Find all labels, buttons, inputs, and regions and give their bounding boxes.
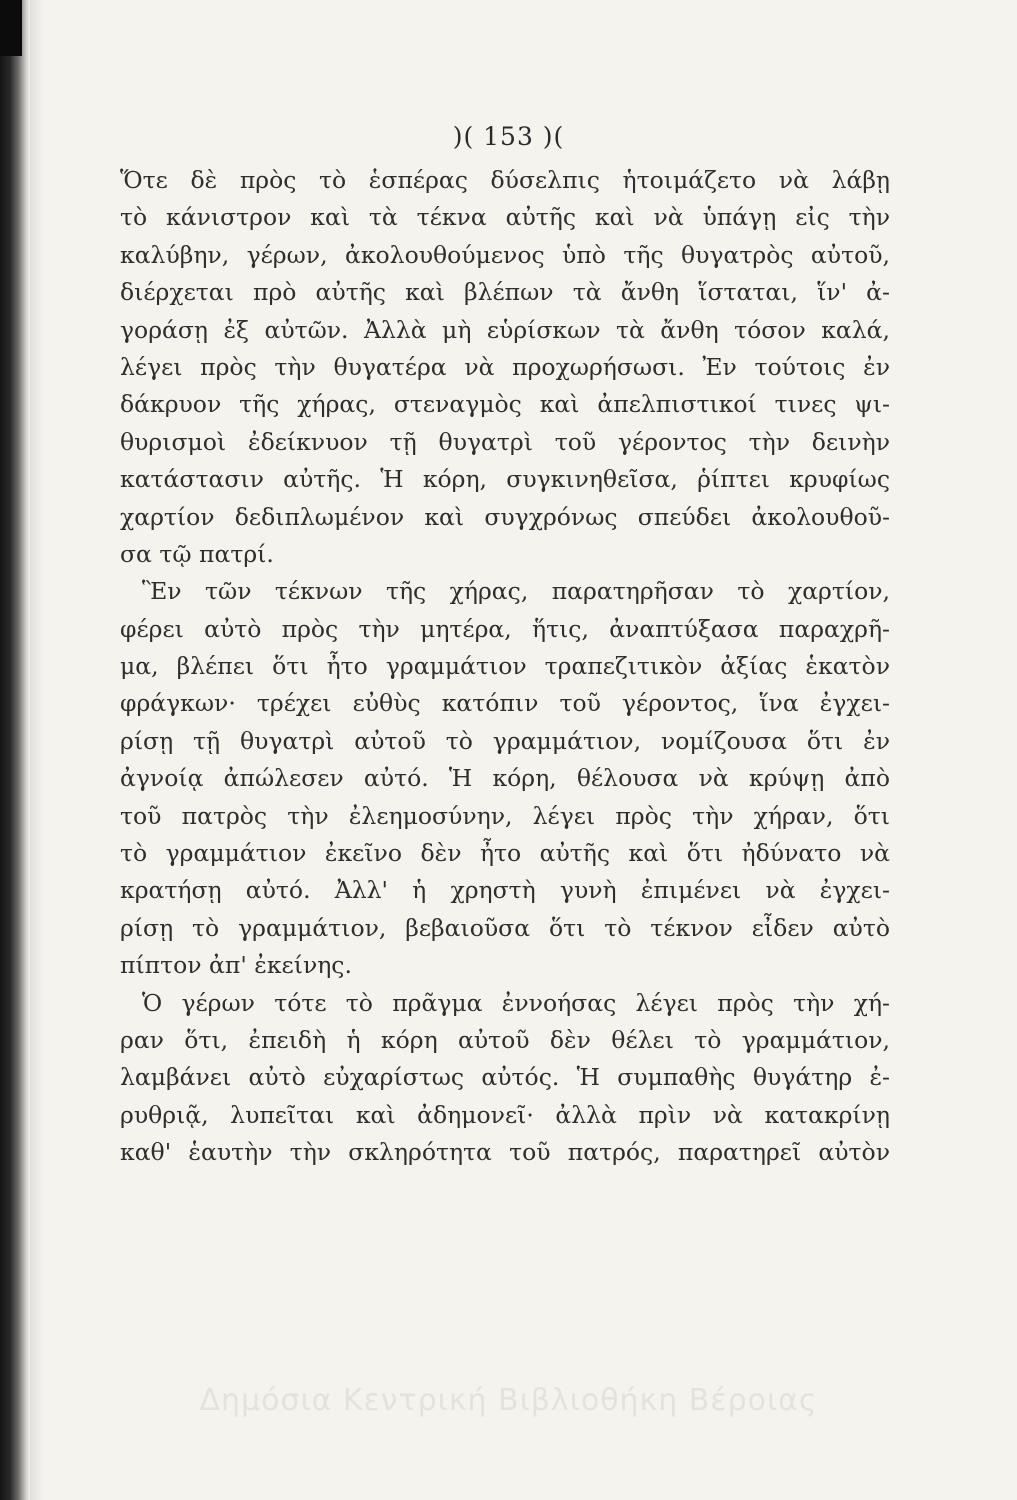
text-line: διέρχεται πρὸ αὐτῆς καὶ βλέπων τὰ ἄνθη ἵσταται, ἵν' ἀ- bbox=[120, 278, 890, 307]
text-line: ρίσῃ τῇ θυγατρὶ αὐτοῦ τὸ γραμμάτιον, νομίζουσα ὅτι ἐν bbox=[120, 726, 890, 755]
text-line: καθ' ἑαυτὴν τὴν σκληρότητα τοῦ πατρός, παρατηρεῖ αὐτὸν bbox=[120, 1138, 890, 1167]
body-text bbox=[120, 162, 890, 1172]
text-line: ραν ὅτι, ἐπειδὴ ἡ κόρη αὐτοῦ δὲν θέλει τὸ γραμμάτιον, bbox=[120, 1025, 890, 1054]
text-line: ἀγνοίᾳ ἀπώλεσεν αὐτό. Ἡ κόρη, θέλουσα νὰ κρύψῃ ἀπὸ bbox=[120, 764, 890, 793]
text-line: θυρισμοὶ ἐδείκνυον τῇ θυγατρὶ τοῦ γέροντος τὴν δεινὴν bbox=[120, 427, 890, 456]
text-line: λαμβάνει αὐτὸ εὐχαρίστως αὐτός. Ἡ συμπαθὴς θυγάτηρ ἐ- bbox=[120, 1063, 890, 1092]
text-line: φράγκων· τρέχει εὐθὺς κατόπιν τοῦ γέροντος, ἵνα ἐγχει- bbox=[120, 689, 890, 718]
text-line: καλύβην, γέρων, ἀκολουθούμενος ὑπὸ τῆς θυγατρὸς αὐτοῦ, bbox=[120, 240, 890, 269]
text-line: γοράσῃ ἐξ αὐτῶν. Ἀλλὰ μὴ εὑρίσκων τὰ ἄνθη τόσον καλά, bbox=[120, 315, 890, 344]
text-line: ρυθριᾷ, λυπεῖται καὶ ἀδημονεῖ· ἀλλὰ πρὶν νὰ κατακρίνῃ bbox=[120, 1100, 890, 1129]
text-line: κατάστασιν αὐτῆς. Ἡ κόρη, συγκινηθεῖσα, ῥίπτει κρυφίως bbox=[120, 465, 890, 494]
text-line: σα τῷ πατρί. bbox=[120, 539, 274, 568]
text-line: Ἓν τῶν τέκνων τῆς χήρας, παρατηρῆσαν τὸ χαρτίον, bbox=[142, 577, 890, 606]
text-line: δάκρυον τῆς χήρας, στεναγμὸς καὶ ἀπελπιστικοί τινες ψι- bbox=[120, 390, 890, 419]
text-line: τὸ γραμμάτιον ἐκεῖνο δὲν ἦτο αὐτῆς καὶ ὅτι ἠδύνατο νὰ bbox=[120, 839, 890, 868]
text-line: ρίσῃ τὸ γραμμάτιον, βεβαιοῦσα ὅτι τὸ τέκνον εἶδεν αὐτὸ bbox=[120, 913, 890, 942]
page-number: )( 153 )( bbox=[452, 122, 565, 151]
text-line: πίπτον ἀπ' ἐκείνης. bbox=[120, 951, 352, 980]
text-line: Ὅτε δὲ πρὸς τὸ ἑσπέρας δύσελπις ἡτοιμάζετο νὰ λάβῃ bbox=[120, 166, 890, 194]
book-binding-edge bbox=[0, 0, 30, 1500]
text-line: φέρει αὐτὸ πρὸς τὴν μητέρα, ἥτις, ἀναπτύξασα παραχρῆ- bbox=[120, 614, 890, 643]
text-line: Ὁ γέρων τότε τὸ πρᾶγμα ἐννοήσας λέγει πρὸς τὴν χή- bbox=[142, 988, 890, 1017]
text-line: χαρτίον δεδιπλωμένον καὶ συγχρόνως σπεύδει ἀκολουθοῦ- bbox=[120, 502, 890, 531]
text-line: λέγει πρὸς τὴν θυγατέρα νὰ προχωρήσωσι. Ἐν τούτοις ἐν bbox=[120, 352, 890, 381]
scan-corner-mark bbox=[0, 0, 22, 56]
text-line: μα, βλέπει ὅτι ἦτο γραμμάτιον τραπεζιτικὸν ἀξίας ἑκατὸν bbox=[120, 652, 890, 681]
text-line: τοῦ πατρὸς τὴν ἐλεημοσύνην, λέγει πρὸς τὴν χήραν, ὅτι bbox=[120, 801, 890, 830]
text-line: κρατήσῃ αὐτό. Ἀλλ' ἡ χρηστὴ γυνὴ ἐπιμένει νὰ ἐγχει- bbox=[120, 876, 890, 905]
text-line: τὸ κάνιστρον καὶ τὰ τέκνα αὐτῆς καὶ νὰ ὑπάγῃ εἰς τὴν bbox=[120, 203, 890, 232]
library-watermark: Δημόσια Κεντρική Βιβλιοθήκη Βέροιας bbox=[199, 1383, 818, 1418]
binding-shadow bbox=[30, 0, 44, 1500]
